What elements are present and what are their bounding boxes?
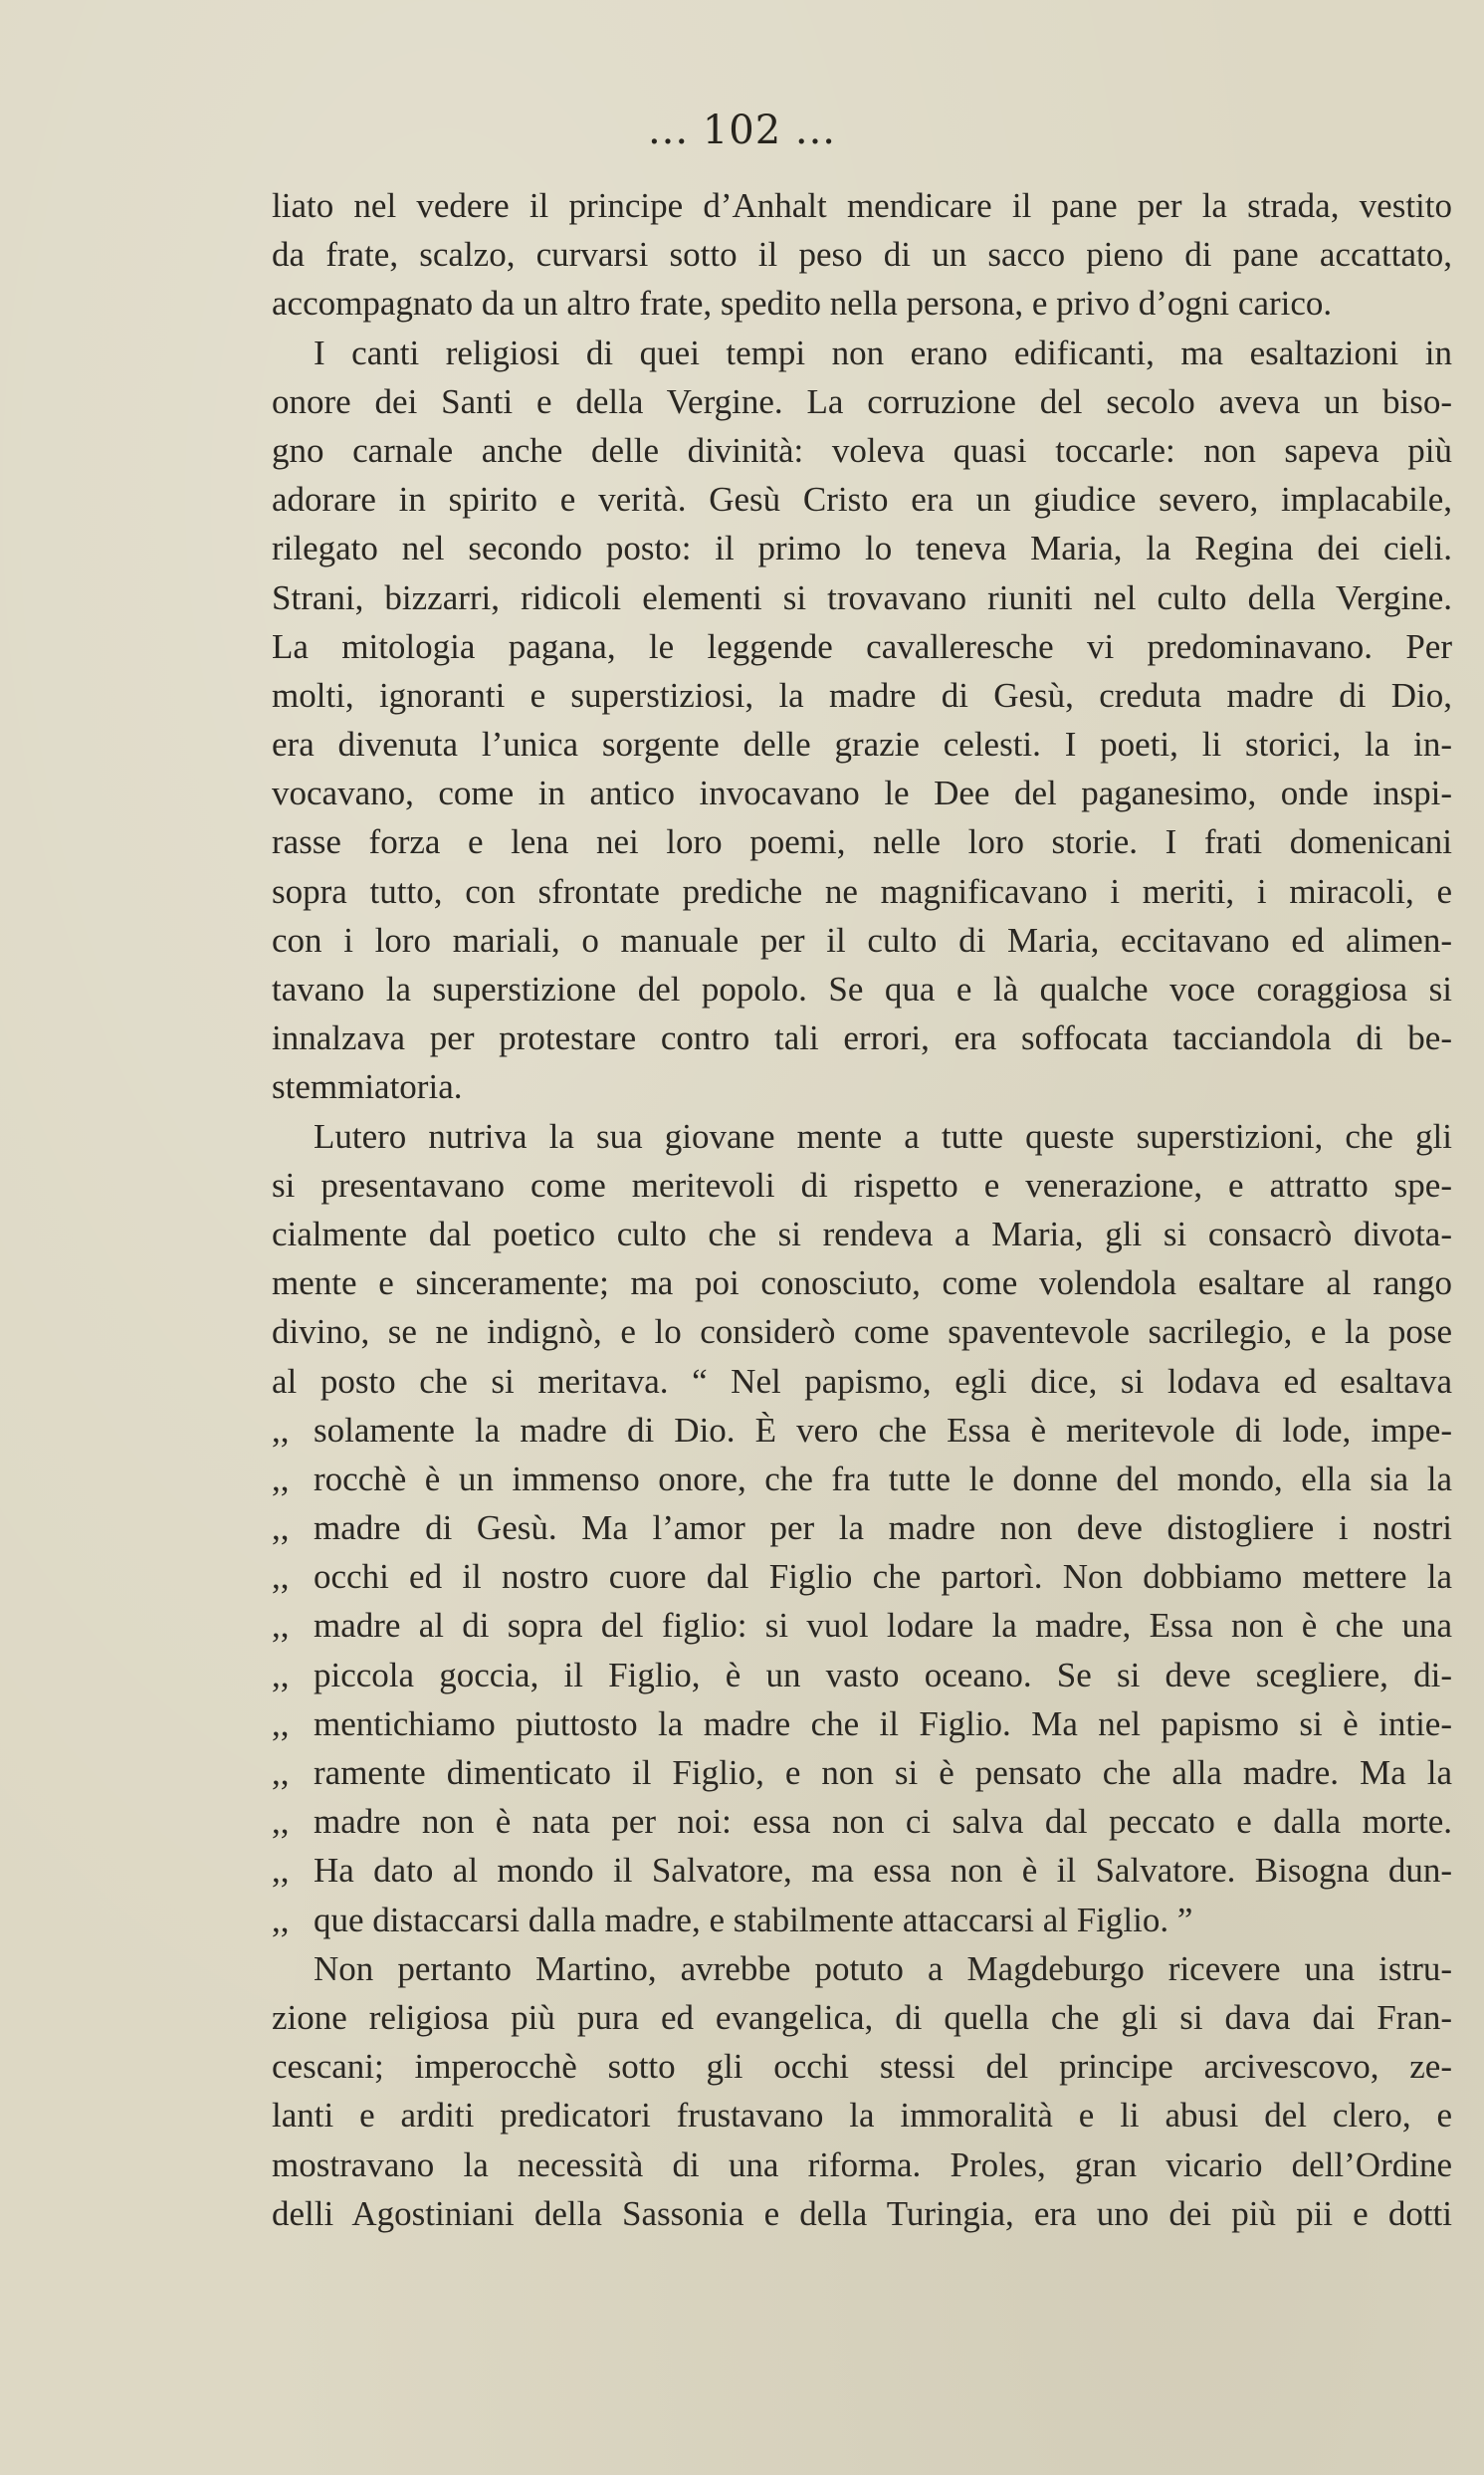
line-text: mente e sinceramente; ma poi conosciuto, come volendola esaltare al rango [272, 1263, 1452, 1303]
text-line [272, 1406, 1452, 1455]
line-text: liato nel vedere il principe d’Anhalt mendicare il pane per la strada, vestito [272, 186, 1452, 225]
text-line [272, 1013, 1452, 1062]
text-line [272, 524, 1452, 572]
quote-mark: ,, [272, 1655, 290, 1694]
text-line [272, 1062, 1452, 1111]
quote-mark: ,, [272, 1459, 290, 1498]
line-text: delli Agostiniani della Sassonia e della Turingia, era uno dei più pii e dotti [272, 2193, 1452, 2233]
text-line [272, 1797, 1452, 1846]
line-text: adorare in spirito e verità. Gesù Cristo era un giudice severo, implacabile, [272, 480, 1452, 520]
quote-mark: ,, [272, 1900, 290, 1939]
quote-mark: ,, [272, 1802, 290, 1842]
line-text: que distaccarsi dalla madre, e stabilmente attaccarsi al Figlio. ” [314, 1900, 1193, 1939]
line-text: Non pertanto Martino, avrebbe potuto a Magdeburgo ricevere una istru- [314, 1948, 1452, 1988]
line-text: ramente dimenticato il Figlio, e non si è pensato che alla madre. Ma la [314, 1753, 1452, 1792]
text-line [272, 1896, 1452, 1944]
text-line [272, 426, 1452, 475]
line-text: divino, se ne indignò, e lo considerò come spaventevole sacrilegio, e la pose [272, 1312, 1452, 1352]
quote-mark: ,, [272, 1851, 290, 1891]
line-text: tavano la superstizione del popolo. Se qua e là qualche voce coraggiosa si [272, 970, 1452, 1009]
text-line [272, 1846, 1452, 1895]
text-line [272, 916, 1452, 965]
text-line [272, 965, 1452, 1013]
line-text: rocchè è un immenso onore, che fra tutte le donne del mondo, ella sia la [314, 1459, 1452, 1498]
line-text: molti, ignoranti e superstiziosi, la madre di Gesù, creduta madre di Dio, [272, 675, 1452, 715]
text-line [272, 1455, 1452, 1503]
quote-mark: ,, [272, 1703, 290, 1743]
text-line [272, 1258, 1452, 1307]
line-text: con i loro mariali, o manuale per il culto di Maria, eccitavano ed alimen- [272, 920, 1452, 960]
quote-mark: ,, [272, 1557, 290, 1597]
text-line [272, 230, 1452, 279]
text-line [272, 1210, 1452, 1258]
page-number: ... 102 ... [647, 108, 837, 153]
line-text: La mitologia pagana, le leggende cavalleresche vi predominavano. Per [272, 626, 1452, 666]
line-text: zione religiosa più pura ed evangelica, di quella che gli si dava dai Fran- [272, 1997, 1452, 2037]
line-text: accompagnato da un altro frate, spedito nella persona, e privo d’ogni carico. [272, 284, 1333, 324]
text-line [272, 1503, 1452, 1552]
line-text: madre di Gesù. Ma l’amor per la madre non deve distogliere i nostri [314, 1508, 1452, 1548]
text-line [272, 622, 1452, 671]
text-line [272, 769, 1452, 817]
line-text: rasse forza e lena nei loro poemi, nelle loro storie. I frati domenicani [272, 822, 1452, 862]
line-text: mentichiamo piuttosto la madre che il Figlio. Ma nel papismo si è intie- [314, 1703, 1452, 1743]
text-line [272, 817, 1452, 866]
line-text: stemmiatoria. [272, 1067, 463, 1107]
line-text: Lutero nutriva la sua giovane mente a tutte queste superstizioni, che gli [314, 1116, 1452, 1156]
text-line [272, 1601, 1452, 1650]
line-text: gno carnale anche delle divinità: voleva quasi toccarle: non sapeva più [272, 430, 1452, 470]
line-text: Strani, bizzarri, ridicoli elementi si trovavano riuniti nel culto della Vergine. [272, 577, 1452, 617]
line-text: Ha dato al mondo il Salvatore, ma essa non è il Salvatore. Bisogna dun- [314, 1851, 1452, 1891]
line-text: lanti e arditi predicatori frustavano la immoralità e li abusi del clero, e [272, 2096, 1452, 2136]
line-text: solamente la madre di Dio. È vero che Essa è meritevole di lode, impe- [314, 1410, 1452, 1450]
quote-mark: ,, [272, 1410, 290, 1450]
line-text: vocavano, come in antico invocavano le Dee del paganesimo, onde inspi- [272, 774, 1452, 813]
text-line [272, 1307, 1452, 1356]
text-line [272, 1357, 1452, 1406]
text-line [272, 2042, 1452, 2091]
line-text: madre non è nata per noi: essa non ci salva dal peccato e dalla morte. [314, 1802, 1452, 1842]
line-text: si presentavano come meritevoli di rispetto e venerazione, e attratto spe- [272, 1165, 1452, 1205]
text-line [272, 1993, 1452, 2042]
line-text: cialmente dal poetico culto che si rendeva a Maria, gli si consacrò divota- [272, 1214, 1452, 1253]
text-line [272, 867, 1452, 916]
line-text: al posto che si meritava. “ Nel papismo, egli dice, si lodava ed esaltava [272, 1361, 1452, 1401]
text-line [272, 1552, 1452, 1601]
line-text: innalzava per protestare contro tali errori, era soffocata tacciandola di be- [272, 1018, 1452, 1058]
line-text: piccola goccia, il Figlio, è un vasto oceano. Se si deve scegliere, di- [314, 1655, 1452, 1694]
quote-mark: ,, [272, 1753, 290, 1792]
line-text: madre al di sopra del figlio: si vuol lodare la madre, Essa non è che una [314, 1606, 1452, 1646]
text-line [272, 181, 1452, 230]
text-line [272, 2091, 1452, 2139]
text-line [272, 2189, 1452, 2238]
text-line [272, 1699, 1452, 1748]
text-line [272, 329, 1452, 377]
text-line [272, 1161, 1452, 1210]
quote-mark: ,, [272, 1508, 290, 1548]
line-text: sopra tutto, con sfrontate prediche ne magnificavano i meriti, i miracoli, e [272, 871, 1452, 911]
line-text: cescani; imperocchè sotto gli occhi stessi del principe arcivescovo, ze- [272, 2047, 1452, 2087]
text-line [272, 1944, 1452, 1993]
text-line [272, 279, 1452, 328]
text-line [272, 1651, 1452, 1699]
text-line [272, 1112, 1452, 1161]
text-line [272, 671, 1452, 720]
text-line [272, 573, 1452, 622]
line-text: mostravano la necessità di una riforma. Proles, gran vicario dell’Ordine [272, 2144, 1452, 2184]
text-line [272, 377, 1452, 426]
line-text: rilegato nel secondo posto: il primo lo teneva Maria, la Regina dei cieli. [272, 529, 1452, 568]
line-text: era divenuta l’unica sorgente delle grazie celesti. I poeti, li storici, la in- [272, 725, 1452, 765]
text-line [272, 2140, 1452, 2189]
quote-mark: ,, [272, 1606, 290, 1646]
text-line [272, 1748, 1452, 1797]
body-text [272, 181, 1452, 2238]
text-line [272, 475, 1452, 524]
text-line [272, 720, 1452, 769]
line-text: occhi ed il nostro cuore dal Figlio che partorì. Non dobbiamo mettere la [314, 1557, 1452, 1597]
line-text: da frate, scalzo, curvarsi sotto il peso di un sacco pieno di pane accattato, [272, 235, 1452, 275]
line-text: onore dei Santi e della Vergine. La corruzione del secolo aveva un biso- [272, 381, 1452, 421]
line-text: I canti religiosi di quei tempi non erano edificanti, ma esaltazioni in [314, 333, 1452, 372]
